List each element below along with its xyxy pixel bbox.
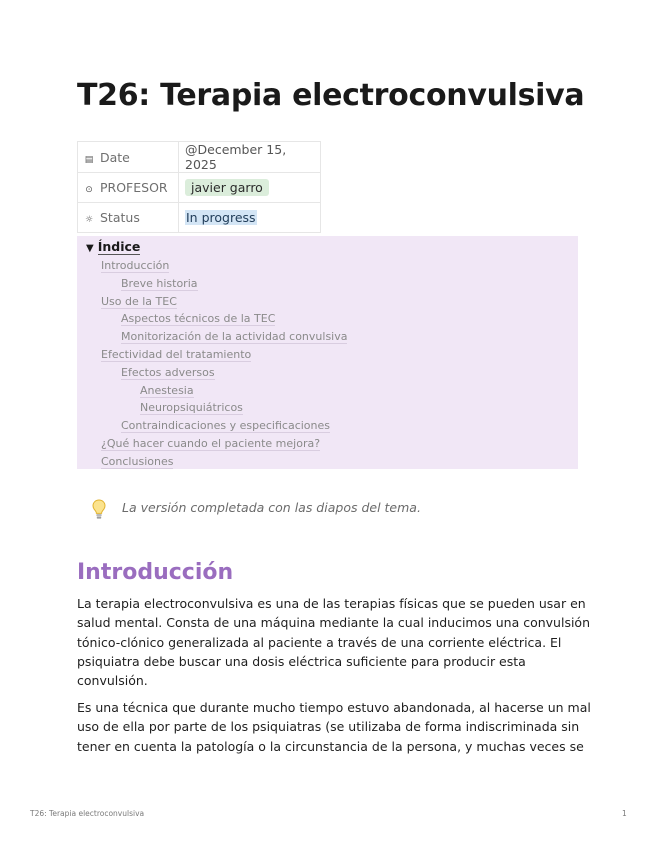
toc-item-label: Monitorización de la actividad convulsiva [121,330,348,344]
intro-paragraph-2 [77,698,591,756]
toc-item-label: Uso de la TEC [101,294,177,308]
property-row-profesor [78,173,321,203]
toc-item-label: Breve historia [121,276,198,290]
property-key: PROFESOR [100,180,168,195]
properties-table [77,141,321,233]
footer-title: T26: Terapia electroconvulsiva [30,809,145,818]
toc-item-label: Introducción [101,259,170,272]
person-icon: ⊙ [85,185,93,195]
toc-item[interactable] [77,417,347,435]
page-title: T26: Terapia electroconvulsiva [77,78,585,113]
paragraph-line: uso de ella por parte de los psiquiatras (se utilizaba de forma indiscriminada sin [77,719,580,735]
callout-text: La versión completada con las diapos del tema. [122,500,421,515]
toc-item[interactable] [77,364,347,382]
toc-item[interactable] [77,275,347,293]
page-number: 1 [622,809,627,818]
paragraph-line: Es una técnica que durante mucho tiempo estuvo abandonada, al hacerse un mal [77,700,591,715]
toc-item-label: Conclusiones [101,454,174,468]
toc-item-label: Efectividad del tratamiento [101,347,252,361]
paragraph-line: salud mental. Consta de una máquina mediante la cual inducimos una convulsión [77,615,590,631]
toc-item[interactable] [77,310,347,328]
section-heading: Introducción [77,560,234,585]
toc-heading: Índice [97,239,141,254]
lightbulb-icon [92,499,106,521]
toc-item-label: Contraindicaciones y especificaciones [121,419,330,433]
toc-item[interactable] [77,453,347,471]
calendar-icon: ▤ [84,154,94,165]
status-badge[interactable]: In progress [186,210,256,225]
table-of-contents [77,257,347,471]
toc-item-label: Anestesia [140,383,194,397]
toc-item[interactable] [77,399,347,417]
paragraph-line: convulsión. [77,673,148,689]
toc-item[interactable] [77,328,347,346]
triangle-down-icon[interactable]: ▼ [86,243,94,254]
toc-item-label: Efectos adversos [121,365,215,379]
toc-item[interactable] [77,257,347,275]
property-key: Status [100,210,140,225]
toc-item-label: Aspectos técnicos de la TEC [121,312,276,326]
toc-item[interactable] [77,382,347,400]
property-row-status [78,203,321,233]
toc-item[interactable] [77,293,347,311]
toc-toggle-header[interactable] [86,239,140,254]
paragraph-line: tónico-clónico generalizada al paciente a través de una corriente eléctrica. El [77,634,562,650]
profesor-tag[interactable]: javier garro [185,179,269,196]
property-key: Date [100,149,130,165]
paragraph-line: psiquiatra debe buscar una dosis eléctrica suficiente para producir esta [77,653,526,669]
toc-item[interactable] [77,346,347,364]
toc-item-label: ¿Qué hacer cuando el paciente mejora? [101,436,321,450]
date-value[interactable]: @December 15, 2025 [179,142,321,173]
paragraph-line: tener en cuenta la patología o la circunstancia de la persona, y muchas veces se [77,738,584,754]
toc-item-label: Neuropsiquiátricos [140,401,243,415]
callout [86,494,566,522]
intro-paragraph-1 [77,594,590,690]
status-icon: ☼ [84,215,94,225]
paragraph-line: La terapia electroconvulsiva es una de las terapias físicas que se pueden usar en [77,596,586,611]
property-row-date [78,142,321,173]
toc-item[interactable] [77,435,347,453]
toc-toggle-block [77,236,578,469]
